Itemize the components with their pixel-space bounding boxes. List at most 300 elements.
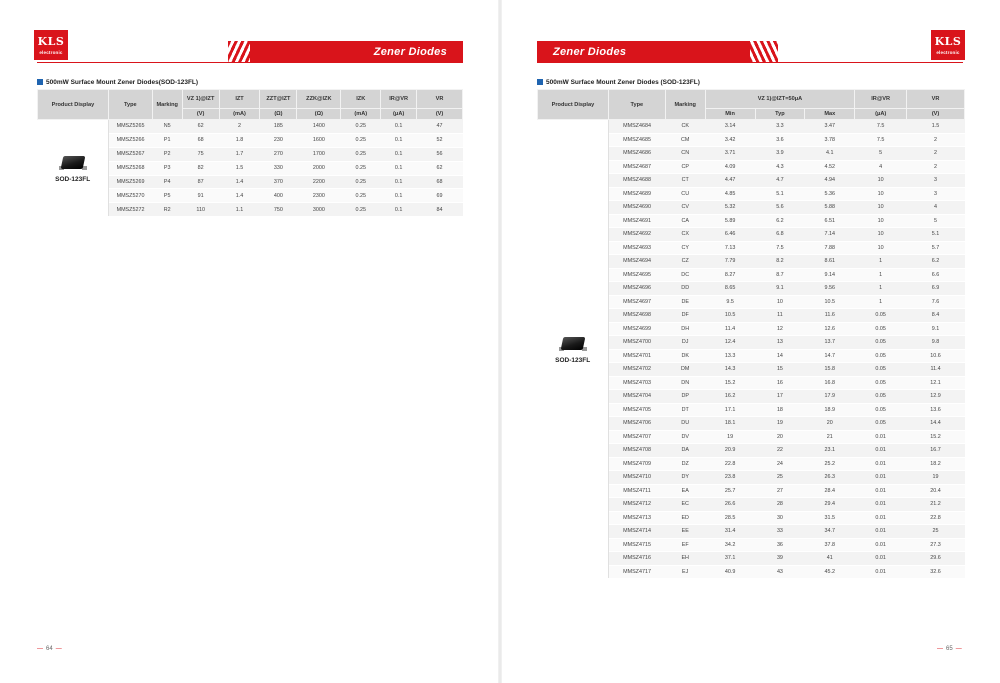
- table-cell: MMSZ4702: [608, 363, 665, 377]
- table-cell: EA: [665, 484, 705, 498]
- table-cell: 5.36: [805, 187, 855, 201]
- page-number-text: 64: [46, 646, 53, 652]
- table-cell: 37.1: [705, 552, 755, 566]
- table-cell: MMSZ5269: [108, 175, 152, 189]
- table-cell: 13: [755, 336, 805, 350]
- page-number: — 64 —: [37, 646, 62, 652]
- table-cell: P5: [152, 189, 182, 203]
- table-cell: 1.5: [219, 161, 260, 175]
- table-cell: MMSZ4712: [608, 498, 665, 512]
- table-cell: 1.4: [219, 175, 260, 189]
- table-cell: MMSZ4695: [608, 268, 665, 282]
- table-cell: 36: [755, 538, 805, 552]
- table-cell: 7.5: [755, 241, 805, 255]
- section-title-text: 500mW Surface Mount Zener Diodes (SOD-123FL): [546, 79, 700, 86]
- table-cell: MMSZ4688: [608, 174, 665, 188]
- table-row: [38, 120, 463, 134]
- table-cell: ED: [665, 511, 705, 525]
- table-cell: 0.05: [855, 390, 907, 404]
- table-cell: 2300: [297, 189, 341, 203]
- table-cell: 25: [755, 471, 805, 485]
- table-cell: MMSZ4703: [608, 376, 665, 390]
- table-cell: 27: [755, 484, 805, 498]
- table-cell: 8.7: [755, 268, 805, 282]
- table-cell: 8.65: [705, 282, 755, 296]
- table-cell: 3: [907, 187, 965, 201]
- table-cell: 16.2: [705, 390, 755, 404]
- section-title-text: 500mW Surface Mount Zener Diodes(SOD-123FL): [46, 79, 199, 86]
- page-number-text: 65: [946, 646, 953, 652]
- table-cell: MMSZ4711: [608, 484, 665, 498]
- package-body: [560, 337, 585, 350]
- table-cell: 1.1: [219, 203, 260, 217]
- table-cell: 14.3: [705, 363, 755, 377]
- table-cell: 18.9: [805, 403, 855, 417]
- table-cell: 370: [260, 175, 297, 189]
- sub-header-typ: Typ: [755, 109, 805, 120]
- table-cell: CZ: [665, 255, 705, 269]
- table-cell: CN: [665, 147, 705, 161]
- table-cell: 11.4: [705, 322, 755, 336]
- table-cell: 19: [705, 430, 755, 444]
- table-cell: CM: [665, 133, 705, 147]
- table-cell: 10.6: [907, 349, 965, 363]
- table-cell: 68: [182, 133, 219, 147]
- table-cell: 14: [755, 349, 805, 363]
- table-cell: 52: [417, 133, 463, 147]
- header-stripes: [750, 41, 778, 63]
- table-cell: MMSZ4705: [608, 403, 665, 417]
- header-band-title: Zener Diodes: [537, 41, 750, 63]
- table-cell: 11: [755, 309, 805, 323]
- table-cell: MMSZ4704: [608, 390, 665, 404]
- table-cell: 7.88: [805, 241, 855, 255]
- table-cell: DZ: [665, 457, 705, 471]
- col-header-vr: VR: [907, 90, 965, 109]
- table-cell: 4.09: [705, 160, 755, 174]
- col-header-vr: VR: [417, 90, 463, 109]
- table-cell: 62: [417, 161, 463, 175]
- col-header-marking: Marking: [665, 90, 705, 120]
- table-cell: MMSZ4713: [608, 511, 665, 525]
- table-cell: 2200: [297, 175, 341, 189]
- table-cell: 185: [260, 120, 297, 134]
- table-cell: 2: [907, 147, 965, 161]
- table-cell: P2: [152, 147, 182, 161]
- table-cell: MMSZ4717: [608, 565, 665, 579]
- table-cell: 41: [805, 552, 855, 566]
- kls-logo: [931, 30, 965, 60]
- table-cell: 20: [755, 430, 805, 444]
- unit-header: (mA): [341, 109, 381, 120]
- table-cell: MMSZ4701: [608, 349, 665, 363]
- table-cell: CY: [665, 241, 705, 255]
- table-cell: EH: [665, 552, 705, 566]
- table-cell: 15.2: [907, 430, 965, 444]
- table-cell: 23.1: [805, 444, 855, 458]
- table-cell: 0.05: [855, 336, 907, 350]
- table-cell: 4.7: [755, 174, 805, 188]
- table-cell: 0.01: [855, 565, 907, 579]
- table-cell: MMSZ5266: [108, 133, 152, 147]
- table-cell: 20.4: [907, 484, 965, 498]
- table-cell: MMSZ4685: [608, 133, 665, 147]
- unit-header: (Ω): [297, 109, 341, 120]
- table-cell: 29.4: [805, 498, 855, 512]
- table-cell: 17: [755, 390, 805, 404]
- table-cell: DT: [665, 403, 705, 417]
- table-cell: MMSZ5265: [108, 120, 152, 134]
- table-cell: 17.9: [805, 390, 855, 404]
- table-cell: MMSZ4697: [608, 295, 665, 309]
- table-cell: MMSZ5270: [108, 189, 152, 203]
- sub-header-min: Min: [705, 109, 755, 120]
- table-cell: 0.01: [855, 471, 907, 485]
- table-cell: 5.7: [907, 241, 965, 255]
- kls-logo: [34, 30, 68, 60]
- table-cell: 0.05: [855, 363, 907, 377]
- logo-sub-text: electronic: [39, 50, 63, 55]
- table-cell: DU: [665, 417, 705, 431]
- table-cell: 25.2: [805, 457, 855, 471]
- table-cell: 0.05: [855, 376, 907, 390]
- table-cell: MMSZ4706: [608, 417, 665, 431]
- table-cell: 4.1: [805, 147, 855, 161]
- table-cell: 75: [182, 147, 219, 161]
- col-header-vz: VZ 1)@IZT: [182, 90, 219, 109]
- header-underline: [537, 62, 963, 63]
- table-cell: 0.1: [381, 120, 417, 134]
- table-cell: DM: [665, 363, 705, 377]
- table-cell: 87: [182, 175, 219, 189]
- table-cell: 1600: [297, 133, 341, 147]
- table-cell: 0.01: [855, 484, 907, 498]
- unit-header: (V): [907, 109, 965, 120]
- table-cell: 0.01: [855, 430, 907, 444]
- col-header-ir: IR@VR: [381, 90, 417, 109]
- table-cell: 7.79: [705, 255, 755, 269]
- table-cell: DC: [665, 268, 705, 282]
- table-cell: 10: [855, 174, 907, 188]
- table-cell: 10: [855, 214, 907, 228]
- table-cell: 750: [260, 203, 297, 217]
- section-bullet-icon: [37, 79, 43, 85]
- logo-sub-text: electronic: [936, 50, 960, 55]
- col-header-izk: IZK: [341, 90, 381, 109]
- table-cell: 0.05: [855, 417, 907, 431]
- unit-header: (μA): [855, 109, 907, 120]
- table-cell: 7.5: [855, 133, 907, 147]
- table-row: [538, 120, 965, 134]
- table-cell: 11.6: [805, 309, 855, 323]
- table-cell: DH: [665, 322, 705, 336]
- table-cell: EE: [665, 525, 705, 539]
- package-label: SOD-123FL: [55, 175, 91, 183]
- table-cell: 3.3: [755, 120, 805, 134]
- logo-main-text: KLS: [934, 35, 962, 48]
- table-cell: MMSZ4696: [608, 282, 665, 296]
- table-cell: 47: [417, 120, 463, 134]
- table-cell: 4.85: [705, 187, 755, 201]
- table-cell: 10: [755, 295, 805, 309]
- table-cell: 12: [755, 322, 805, 336]
- table-cell: MMSZ4700: [608, 336, 665, 350]
- col-header-izt: IZT: [219, 90, 260, 109]
- table-cell: 5.6: [755, 201, 805, 215]
- table-cell: 13.7: [805, 336, 855, 350]
- table-cell: MMSZ4699: [608, 322, 665, 336]
- table-cell: 1400: [297, 120, 341, 134]
- table-cell: 84: [417, 203, 463, 217]
- table-cell: 21.2: [907, 498, 965, 512]
- table-cell: 43: [755, 565, 805, 579]
- header-band-title: Zener Diodes: [250, 41, 463, 63]
- table-cell: MMSZ4710: [608, 471, 665, 485]
- table-cell: 13.3: [705, 349, 755, 363]
- table-cell: 230: [260, 133, 297, 147]
- table-cell: MMSZ4689: [608, 187, 665, 201]
- table-cell: 8.4: [907, 309, 965, 323]
- table-cell: 7.14: [805, 228, 855, 242]
- table-cell: DA: [665, 444, 705, 458]
- table-cell: MMSZ4693: [608, 241, 665, 255]
- table-cell: 0.05: [855, 309, 907, 323]
- logo-main-text: KLS: [37, 35, 65, 48]
- table-cell: 11.4: [907, 363, 965, 377]
- table-cell: 400: [260, 189, 297, 203]
- table-cell: 18.1: [705, 417, 755, 431]
- section-title: [37, 79, 198, 86]
- table-cell: DK: [665, 349, 705, 363]
- table-cell: 6.8: [755, 228, 805, 242]
- table-cell: 5.88: [805, 201, 855, 215]
- table-cell: 10: [855, 241, 907, 255]
- table-cell: DV: [665, 430, 705, 444]
- table-cell: 0.1: [381, 133, 417, 147]
- table-cell: 1700: [297, 147, 341, 161]
- table-cell: MMSZ4714: [608, 525, 665, 539]
- table-cell: 10: [855, 228, 907, 242]
- table-cell: 110: [182, 203, 219, 217]
- unit-header: (μA): [381, 109, 417, 120]
- table-cell: 40.9: [705, 565, 755, 579]
- table-cell: MMSZ4687: [608, 160, 665, 174]
- table-cell: 22.8: [705, 457, 755, 471]
- table-cell: P3: [152, 161, 182, 175]
- table-cell: 18.2: [907, 457, 965, 471]
- table-cell: 37.8: [805, 538, 855, 552]
- table-cell: 6.9: [907, 282, 965, 296]
- table-cell: 6.2: [755, 214, 805, 228]
- table-cell: 0.1: [381, 161, 417, 175]
- table-cell: P1: [152, 133, 182, 147]
- table-cell: 0.1: [381, 189, 417, 203]
- table-cell: 2: [907, 133, 965, 147]
- package-body: [60, 156, 85, 169]
- table-cell: 0.01: [855, 511, 907, 525]
- table-cell: 8.61: [805, 255, 855, 269]
- table-cell: MMSZ4707: [608, 430, 665, 444]
- table-cell: 5.1: [907, 228, 965, 242]
- table-cell: 23.8: [705, 471, 755, 485]
- table-cell: 25: [907, 525, 965, 539]
- table-cell: EJ: [665, 565, 705, 579]
- table-cell: 21: [805, 430, 855, 444]
- table-cell: 7.5: [855, 120, 907, 134]
- table-cell: 5.1: [755, 187, 805, 201]
- table-cell: 9.1: [907, 322, 965, 336]
- table-cell: CP: [665, 160, 705, 174]
- table-cell: 14.4: [907, 417, 965, 431]
- table-cell: 4.52: [805, 160, 855, 174]
- col-header-type: Type: [608, 90, 665, 120]
- table-cell: MMSZ4686: [608, 147, 665, 161]
- table-cell: 15.2: [705, 376, 755, 390]
- table-cell: 82: [182, 161, 219, 175]
- col-header-vz: VZ 1)@IZT=50μA: [705, 90, 855, 109]
- table-cell: 0.25: [341, 175, 381, 189]
- table-cell: 15.8: [805, 363, 855, 377]
- table-cell: 25.7: [705, 484, 755, 498]
- unit-header: (V): [182, 109, 219, 120]
- package-cell: [538, 120, 609, 579]
- table-cell: 16: [755, 376, 805, 390]
- table-cell: 29.6: [907, 552, 965, 566]
- table-cell: 0.1: [381, 203, 417, 217]
- table-cell: MMSZ4684: [608, 120, 665, 134]
- table-cell: MMSZ4694: [608, 255, 665, 269]
- table-cell: 3000: [297, 203, 341, 217]
- zener-spec-table-left: [37, 89, 463, 217]
- table-cell: 13.6: [907, 403, 965, 417]
- table-cell: MMSZ4716: [608, 552, 665, 566]
- table-cell: 56: [417, 147, 463, 161]
- table-cell: 32.6: [907, 565, 965, 579]
- table-cell: 4.47: [705, 174, 755, 188]
- table-cell: 2: [219, 120, 260, 134]
- col-header-product-display: Product Display: [38, 90, 109, 120]
- table-cell: CT: [665, 174, 705, 188]
- col-header-marking: Marking: [152, 90, 182, 120]
- sod-123fl-package-icon: [58, 154, 88, 172]
- table-cell: 4.3: [755, 160, 805, 174]
- table-cell: 28.4: [805, 484, 855, 498]
- col-header-ir: IR@VR: [855, 90, 907, 109]
- table-cell: 9.5: [705, 295, 755, 309]
- table-cell: 1.4: [219, 189, 260, 203]
- table-cell: MMSZ4709: [608, 457, 665, 471]
- table-cell: EF: [665, 538, 705, 552]
- table-cell: 3.47: [805, 120, 855, 134]
- unit-header: (Ω): [260, 109, 297, 120]
- section-title: [537, 79, 700, 86]
- sod-123fl-package-icon: [558, 335, 588, 353]
- table-cell: MMSZ4698: [608, 309, 665, 323]
- table-cell: 10: [855, 187, 907, 201]
- unit-header: (V): [417, 109, 463, 120]
- table-cell: 5: [855, 147, 907, 161]
- table-cell: MMSZ5268: [108, 161, 152, 175]
- header-underline: [37, 62, 463, 63]
- table-cell: 12.9: [907, 390, 965, 404]
- table-cell: 0.25: [341, 189, 381, 203]
- table-cell: 28.5: [705, 511, 755, 525]
- table-cell: 16.8: [805, 376, 855, 390]
- table-cell: 18: [755, 403, 805, 417]
- table-cell: 1: [855, 282, 907, 296]
- table-cell: 4: [907, 201, 965, 215]
- table-cell: MMSZ4708: [608, 444, 665, 458]
- table-cell: 1.5: [907, 120, 965, 134]
- table-cell: 0.25: [341, 161, 381, 175]
- table-cell: 2000: [297, 161, 341, 175]
- table-cell: 31.4: [705, 525, 755, 539]
- table-cell: 20: [805, 417, 855, 431]
- table-cell: 1: [855, 268, 907, 282]
- table-cell: MMSZ4692: [608, 228, 665, 242]
- table-cell: 0.05: [855, 349, 907, 363]
- table-cell: MMSZ4690: [608, 201, 665, 215]
- table-cell: DJ: [665, 336, 705, 350]
- table-cell: 12.4: [705, 336, 755, 350]
- table-cell: 4: [855, 160, 907, 174]
- table-cell: 19: [907, 471, 965, 485]
- table-cell: 0.25: [341, 120, 381, 134]
- table-cell: 26.6: [705, 498, 755, 512]
- table-cell: 0.1: [381, 175, 417, 189]
- table-cell: 33: [755, 525, 805, 539]
- table-cell: 1: [855, 255, 907, 269]
- table-cell: 7.6: [907, 295, 965, 309]
- table-cell: 10: [855, 201, 907, 215]
- col-header-zzt: ZZT@IZT: [260, 90, 297, 109]
- table-cell: 3: [907, 174, 965, 188]
- table-cell: 10.5: [805, 295, 855, 309]
- table-cell: 330: [260, 161, 297, 175]
- table-cell: DP: [665, 390, 705, 404]
- table-cell: 20.9: [705, 444, 755, 458]
- table-cell: 16.7: [907, 444, 965, 458]
- table-cell: 17.1: [705, 403, 755, 417]
- table-cell: EC: [665, 498, 705, 512]
- section-bullet-icon: [537, 79, 543, 85]
- table-cell: 34.7: [805, 525, 855, 539]
- package-label: SOD-123FL: [555, 356, 591, 364]
- table-cell: 31.5: [805, 511, 855, 525]
- table-cell: 0.01: [855, 457, 907, 471]
- table-cell: 0.25: [341, 147, 381, 161]
- package-cell: [38, 120, 109, 217]
- sub-header-max: Max: [805, 109, 855, 120]
- table-cell: 9.14: [805, 268, 855, 282]
- table-cell: DN: [665, 376, 705, 390]
- table-cell: CV: [665, 201, 705, 215]
- table-cell: 12.6: [805, 322, 855, 336]
- table-cell: DY: [665, 471, 705, 485]
- table-cell: 1.8: [219, 133, 260, 147]
- table-cell: CA: [665, 214, 705, 228]
- table-cell: DE: [665, 295, 705, 309]
- table-cell: 3.6: [755, 133, 805, 147]
- table-cell: 5.32: [705, 201, 755, 215]
- table-cell: 15: [755, 363, 805, 377]
- table-cell: 8.27: [705, 268, 755, 282]
- table-cell: 9.1: [755, 282, 805, 296]
- table-cell: 3.78: [805, 133, 855, 147]
- table-cell: DD: [665, 282, 705, 296]
- table-cell: 5.89: [705, 214, 755, 228]
- table-cell: CX: [665, 228, 705, 242]
